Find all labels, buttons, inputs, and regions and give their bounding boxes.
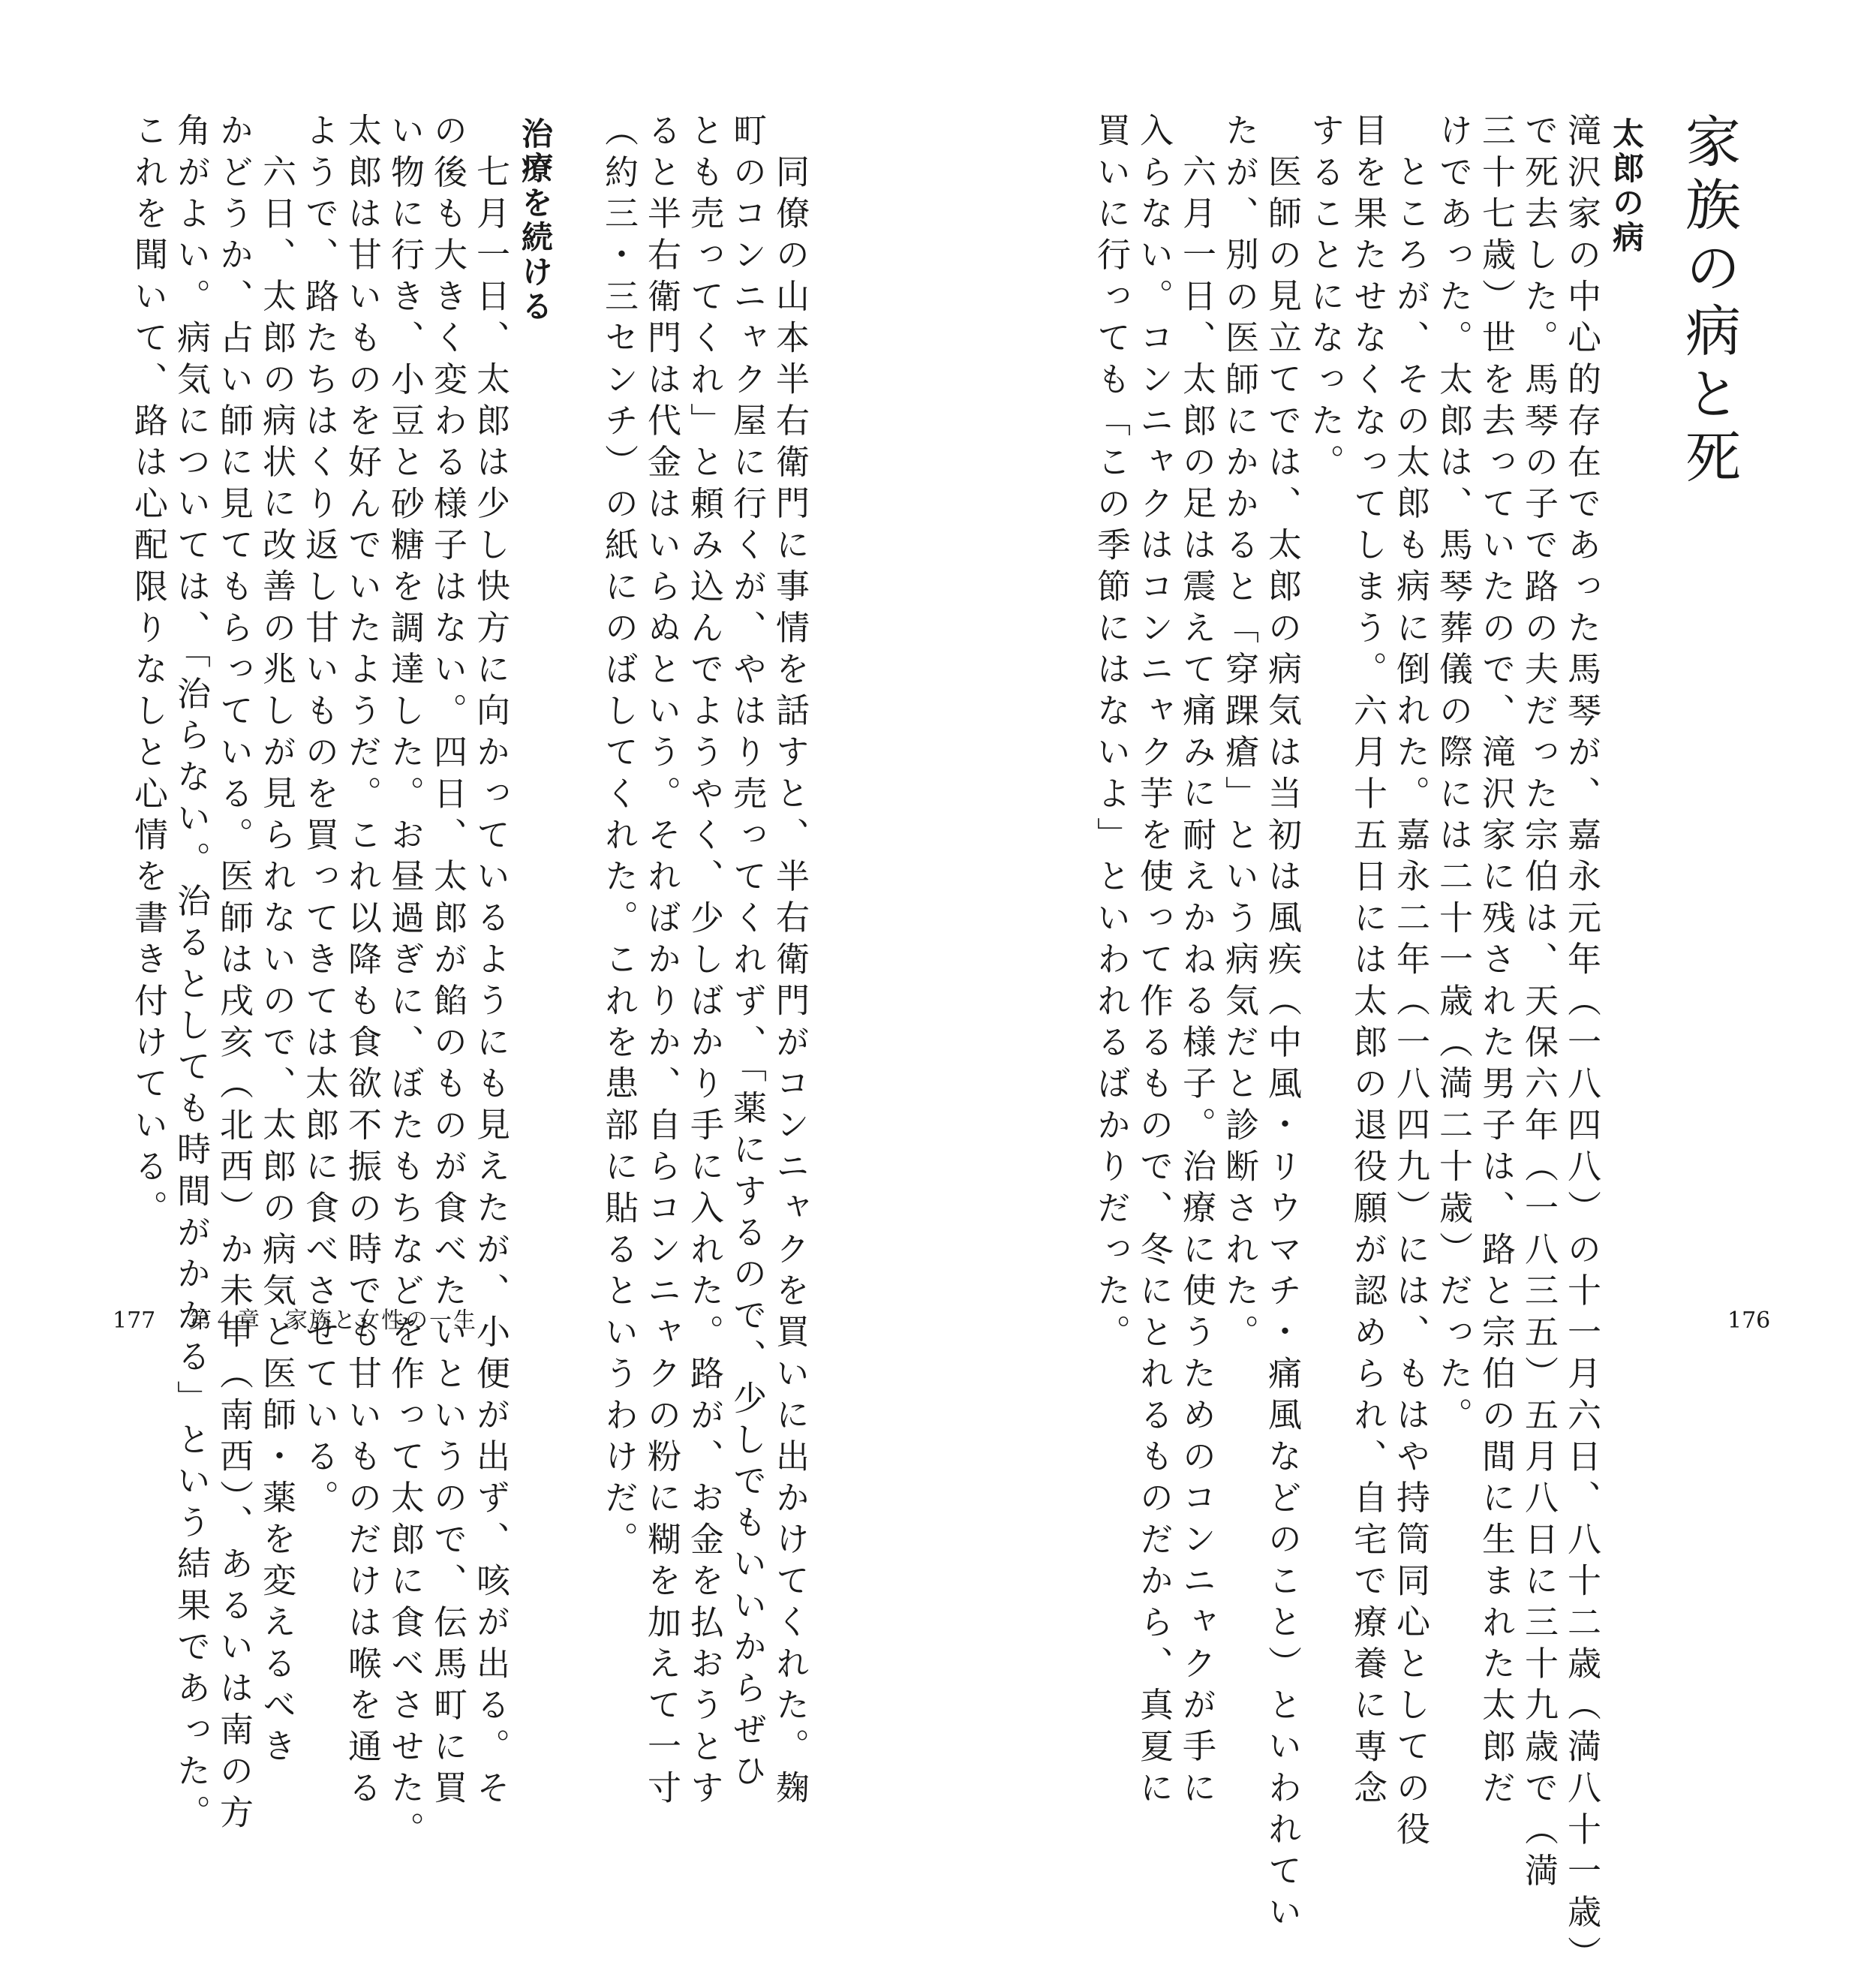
body-line: 滝沢家の中心的存在であった馬琴が、嘉永元年（一八四八）の十一月六日、八十二歳（満八十一歳） xyxy=(1562,113,1601,1977)
page-number-left: 177 xyxy=(113,1307,156,1334)
body-line: 目を果たせなくなってしまう。六月十五日には太郎の退役願が認められ、自宅で療養に専念 xyxy=(1348,113,1387,1812)
body-line: とも売ってくれ」と頼み込んでようやく、少しばかり手に入れた。路が、お金を払おうとす xyxy=(684,113,724,1812)
body-line: 町のコンニャク屋に行くが、やはり売ってくれず、「薬にするので、少しでもいいからぜひ xyxy=(727,113,767,1795)
body-line: 六日、太郎の病状に改善の兆しが見られないので、太郎の病気と医師・薬を変えるべき xyxy=(257,154,296,1770)
body-line: かどうか、占い師に見てもらっている。医師は戌亥（北西）か未申（南西）、あるいは南の方 xyxy=(214,113,254,1836)
running-head: 第４章 家族と女性の一生 xyxy=(189,1307,477,1334)
body-line: 三十七歳）世を去っていたので、滝沢家に残された男子は、路と宗伯の間に生まれた太郎だ xyxy=(1476,113,1516,1812)
body-line: 七月一日、太郎は少し快方に向かっているようにも見えたが、小便が出ず、咳が出る。そ xyxy=(471,154,510,1811)
section-heading-continue-treatment: 治療を続ける xyxy=(517,117,554,324)
body-line: （約三・三センチ）の紙にのばしてくれた。これを患部に貼るというわけだ。 xyxy=(599,113,639,1563)
body-line: 太郎は甘いものを好んでいたようだ。これ以降も食欲不振の時でも甘いものだけは喉を通る xyxy=(342,113,382,1812)
body-line: 入らない。コンニャクはコンニャク芋を使って作るもので、冬にとれるものだから、真夏に xyxy=(1134,113,1174,1812)
body-line: ところが、その太郎も病に倒れた。嘉永二年（一八四九）には、もはや持筒同心としての役 xyxy=(1390,154,1430,1853)
body-line: で死去した。馬琴の子で路の夫だった宗伯は、天保六年（一八三五）五月八日に三十九歳で（満 xyxy=(1519,113,1559,1894)
body-line: い物に行き、小豆と砂糖を調達した。お昼過ぎに、ぼたもちなどを作って太郎に食べさせた。 xyxy=(385,113,425,1853)
body-line: ると半右衛門は代金はいらぬという。そればかりか、自らコンニャクの粉に糊を加えて一寸 xyxy=(642,113,681,1812)
section-heading-taro-illness: 太郎の病 xyxy=(1608,117,1645,255)
body-line: 医師の見立てでは、太郎の病気は当初は風疾（中風・リウマチ・痛風などのこと）といわれてい xyxy=(1262,154,1302,1936)
chapter-section-title: 家族の病と死 xyxy=(1676,113,1741,491)
body-line: の後も大きく変わる様子はない。四日、太郎が餡のものが食べたいというので、伝馬町に買 xyxy=(428,113,467,1812)
body-line: 同僚の山本半右衛門に事情を話すと、半右衛門がコンニャクを買いに出かけてくれた。麹 xyxy=(770,154,810,1811)
body-line: たが、別の医師にかかると「穿踝瘡」という病気だと診断された。 xyxy=(1219,113,1259,1356)
body-line: することになった。 xyxy=(1305,113,1345,486)
page-number-right: 176 xyxy=(1727,1307,1771,1334)
body-line: これを聞いて、路は心配限りなしと心情を書き付けている。 xyxy=(128,113,168,1232)
body-line: 角がよい。病気については、「治らない。治るとしても時間がかかる」という結果であった。 xyxy=(171,113,211,1836)
body-line: けであった。太郎は、馬琴葬儀の際には二十一歳（満二十歳）だった。 xyxy=(1433,113,1473,1439)
body-line: 買いに行っても「この季節にはないよ」といわれるばかりだった。 xyxy=(1091,113,1131,1356)
body-line: ようで、路たちはくり返し甘いものを買ってきては太郎に食べさせている。 xyxy=(299,113,339,1521)
body-line: 六月一日、太郎の足は震えて痛みに耐えかねる様子。治療に使うためのコンニャクが手に xyxy=(1177,154,1216,1811)
